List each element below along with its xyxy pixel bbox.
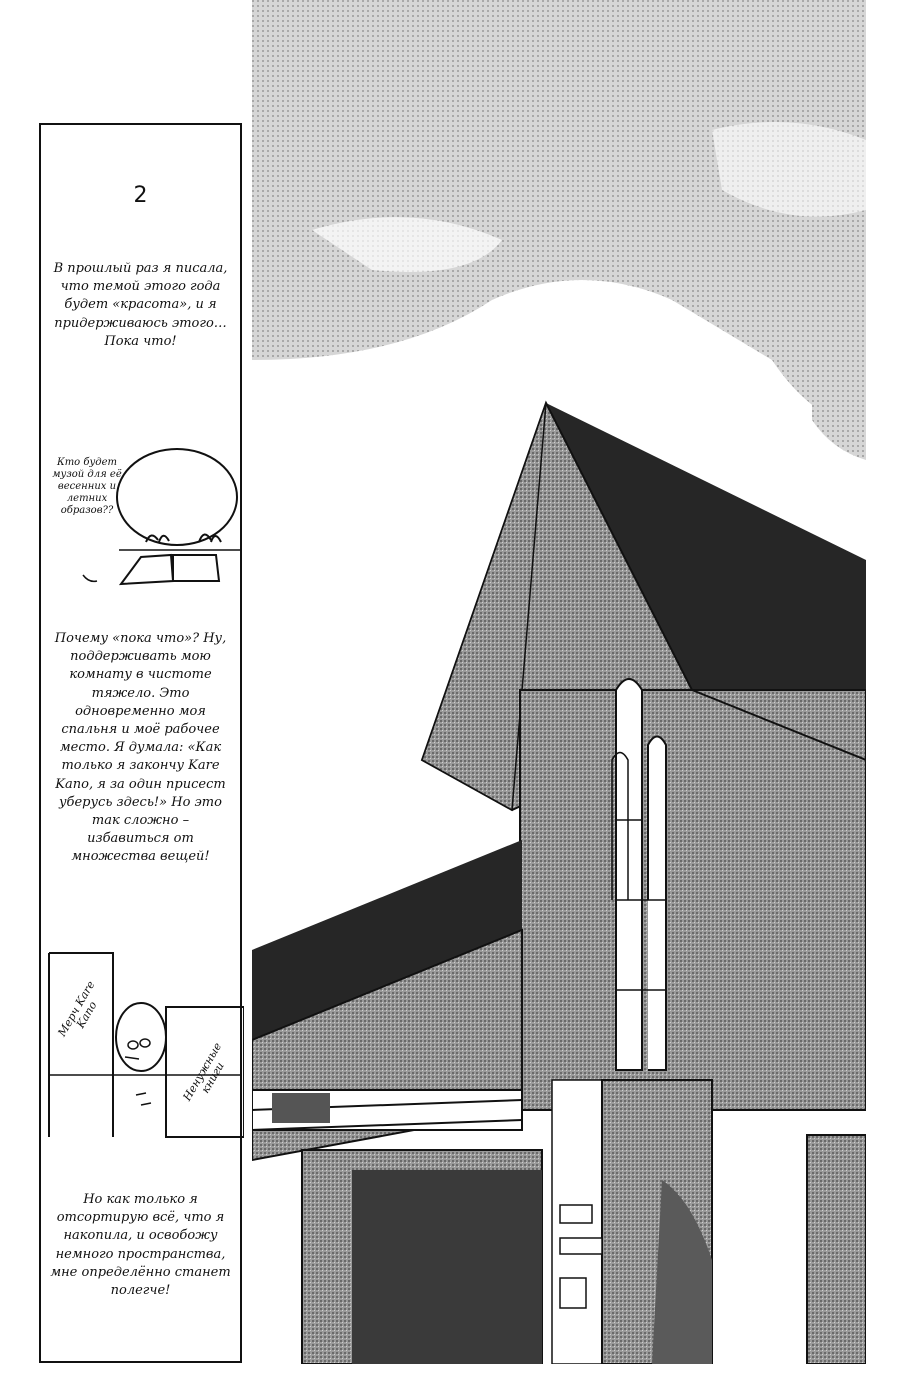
building-artwork bbox=[252, 0, 866, 1364]
note-paragraph-2: Почему «пока что»? Ну, поддерживать мою комнату в чистоте тяжело. Это одновременно моя спальня и моё рабочее место. Я думала: «Как только я закончу Kare Kano, я за один присест уберусь здесь!» Но это так сложно – избавиться от множества вещей! bbox=[54, 631, 227, 865]
doodle-1-caption: Кто будет музой для её весенних и летних образов?? bbox=[52, 457, 122, 516]
building-illustration bbox=[252, 0, 866, 1364]
author-notes-column bbox=[39, 123, 242, 1363]
page-number: 2 bbox=[133, 183, 148, 208]
doodle-2-label-left: Мерч Kare Kano bbox=[55, 978, 100, 1039]
note-paragraph-1: В прошлый раз я писала, что темой этого года будет «красота», и я придерживаюсь этого… Пока что! bbox=[53, 261, 228, 349]
note-paragraph-3: Но как только я отсортирую всё, что я накопила, и освобожу немного пространства, мне определённо станет полегче! bbox=[50, 1192, 231, 1299]
doodle-2-label-right: Ненужные книги bbox=[180, 1040, 227, 1104]
doodle-reading-girl bbox=[41, 447, 244, 607]
doodle-storage-boxes bbox=[41, 945, 244, 1145]
